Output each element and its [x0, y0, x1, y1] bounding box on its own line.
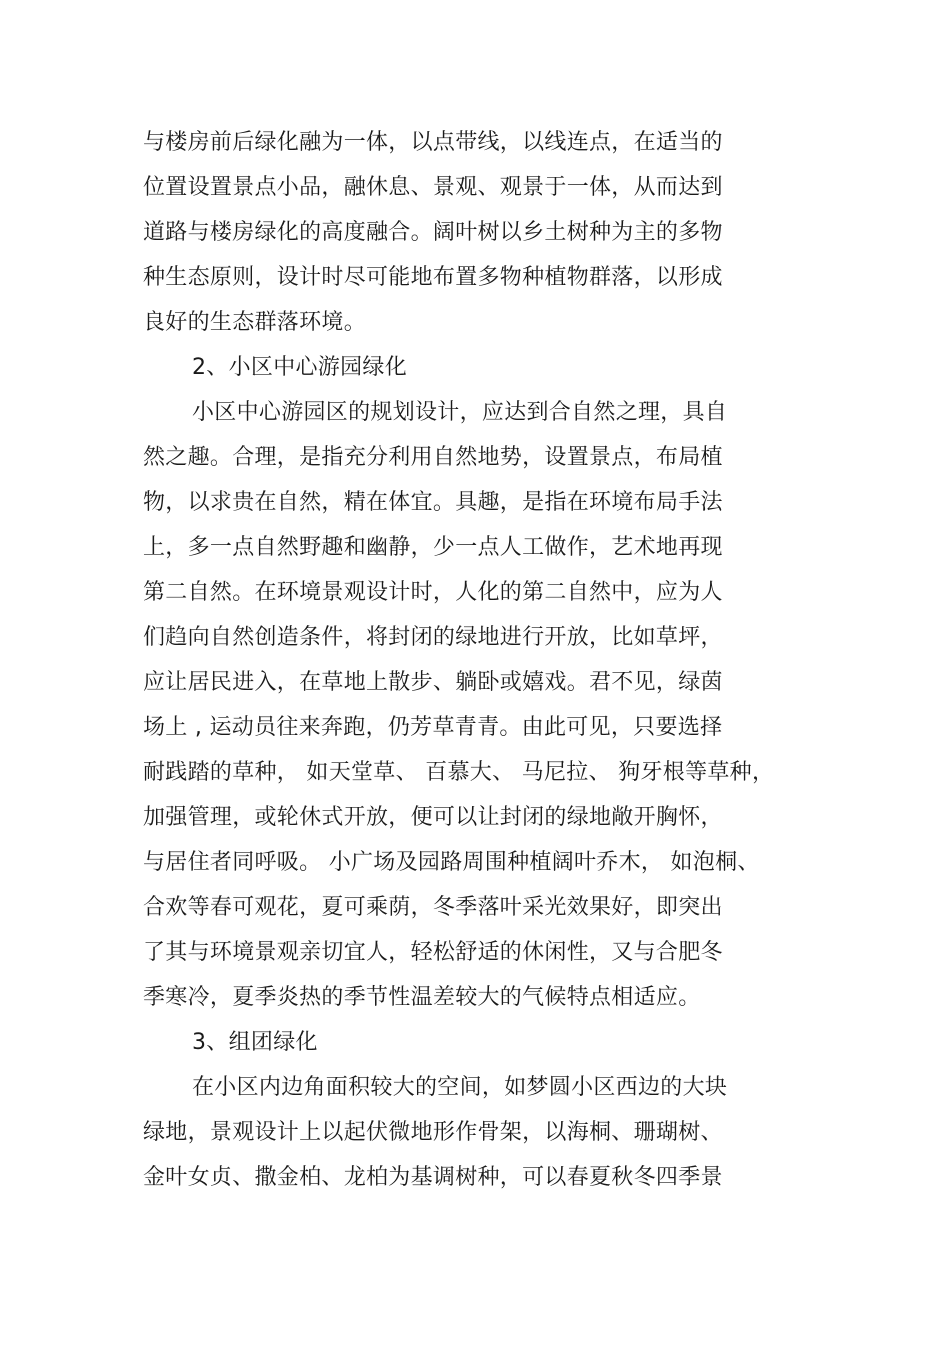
paragraph-line: 应让居民进入，在草地上散步、躺卧或嬉戏。君不见，绿茵 — [143, 670, 723, 695]
paragraph-line: 与居住者同呼吸。 小广场及园路周围种植阔叶乔木， 如泡桐、 — [143, 850, 760, 875]
paragraph-line: 们趋向自然创造条件，将封闭的绿地进行开放，比如草坪， — [143, 625, 723, 650]
paragraph-line: 季寒冷，夏季炎热的季节性温差较大的气候特点相适应。 — [143, 985, 701, 1010]
paragraph-line: 场上 , 运动员往来奔跑，仍芳草青青。由此可见，只要选择 — [143, 715, 723, 740]
paragraph-line: 物，以求贵在自然，精在体宜。具趣，是指在环境布局手法 — [143, 490, 723, 515]
paragraph-line: 良好的生态群落环境。 — [143, 310, 367, 335]
paragraph-line: 第二自然。在环境景观设计时，人化的第二自然中，应为人 — [143, 580, 723, 605]
paragraph-line: 上，多一点自然野趣和幽静，少一点人工做作，艺术地再现 — [143, 535, 723, 560]
paragraph-line: 种生态原则，设计时尽可能地布置多物种植物群落，以形成 — [143, 265, 723, 290]
paragraph-line: 绿地，景观设计上以起伏微地形作骨架，以海桐、珊瑚树、 — [143, 1120, 723, 1145]
paragraph-line: 金叶女贞、撒金柏、龙柏为基调树种，可以春夏秋冬四季景 — [143, 1165, 723, 1190]
paragraph-line: 小区中心游园区的规划设计，应达到合自然之理，具自 — [192, 400, 728, 425]
paragraph-line: 在小区内边角面积较大的空间，如梦圆小区西边的大块 — [192, 1075, 728, 1100]
paragraph-line: 与楼房前后绿化融为一体，以点带线，以线连点，在适当的 — [143, 130, 723, 155]
paragraph-line: 位置设置景点小品，融休息、景观、观景于一体，从而达到 — [143, 175, 723, 200]
paragraph-line: 道路与楼房绿化的高度融合。阔叶树以乡土树种为主的多物 — [143, 220, 723, 245]
paragraph-line: 加强管理，或轮休式开放，便可以让封闭的绿地敞开胸怀， — [143, 805, 723, 830]
section-heading: 2、小区中心游园绿化 — [192, 355, 407, 380]
paragraph-line: 然之趣。合理，是指充分利用自然地势，设置景点，布局植 — [143, 445, 723, 470]
section-heading: 3、组团绿化 — [192, 1030, 318, 1055]
paragraph-line: 合欢等春可观花，夏可乘荫，冬季落叶采光效果好，即突出 — [143, 895, 723, 920]
paragraph-line: 耐践踏的草种， 如天堂草、 百慕大、 马尼拉、 狗牙根等草种， — [143, 760, 775, 785]
paragraph-line: 了其与环境景观亲切宜人，轻松舒适的休闲性，又与合肥冬 — [143, 940, 723, 965]
